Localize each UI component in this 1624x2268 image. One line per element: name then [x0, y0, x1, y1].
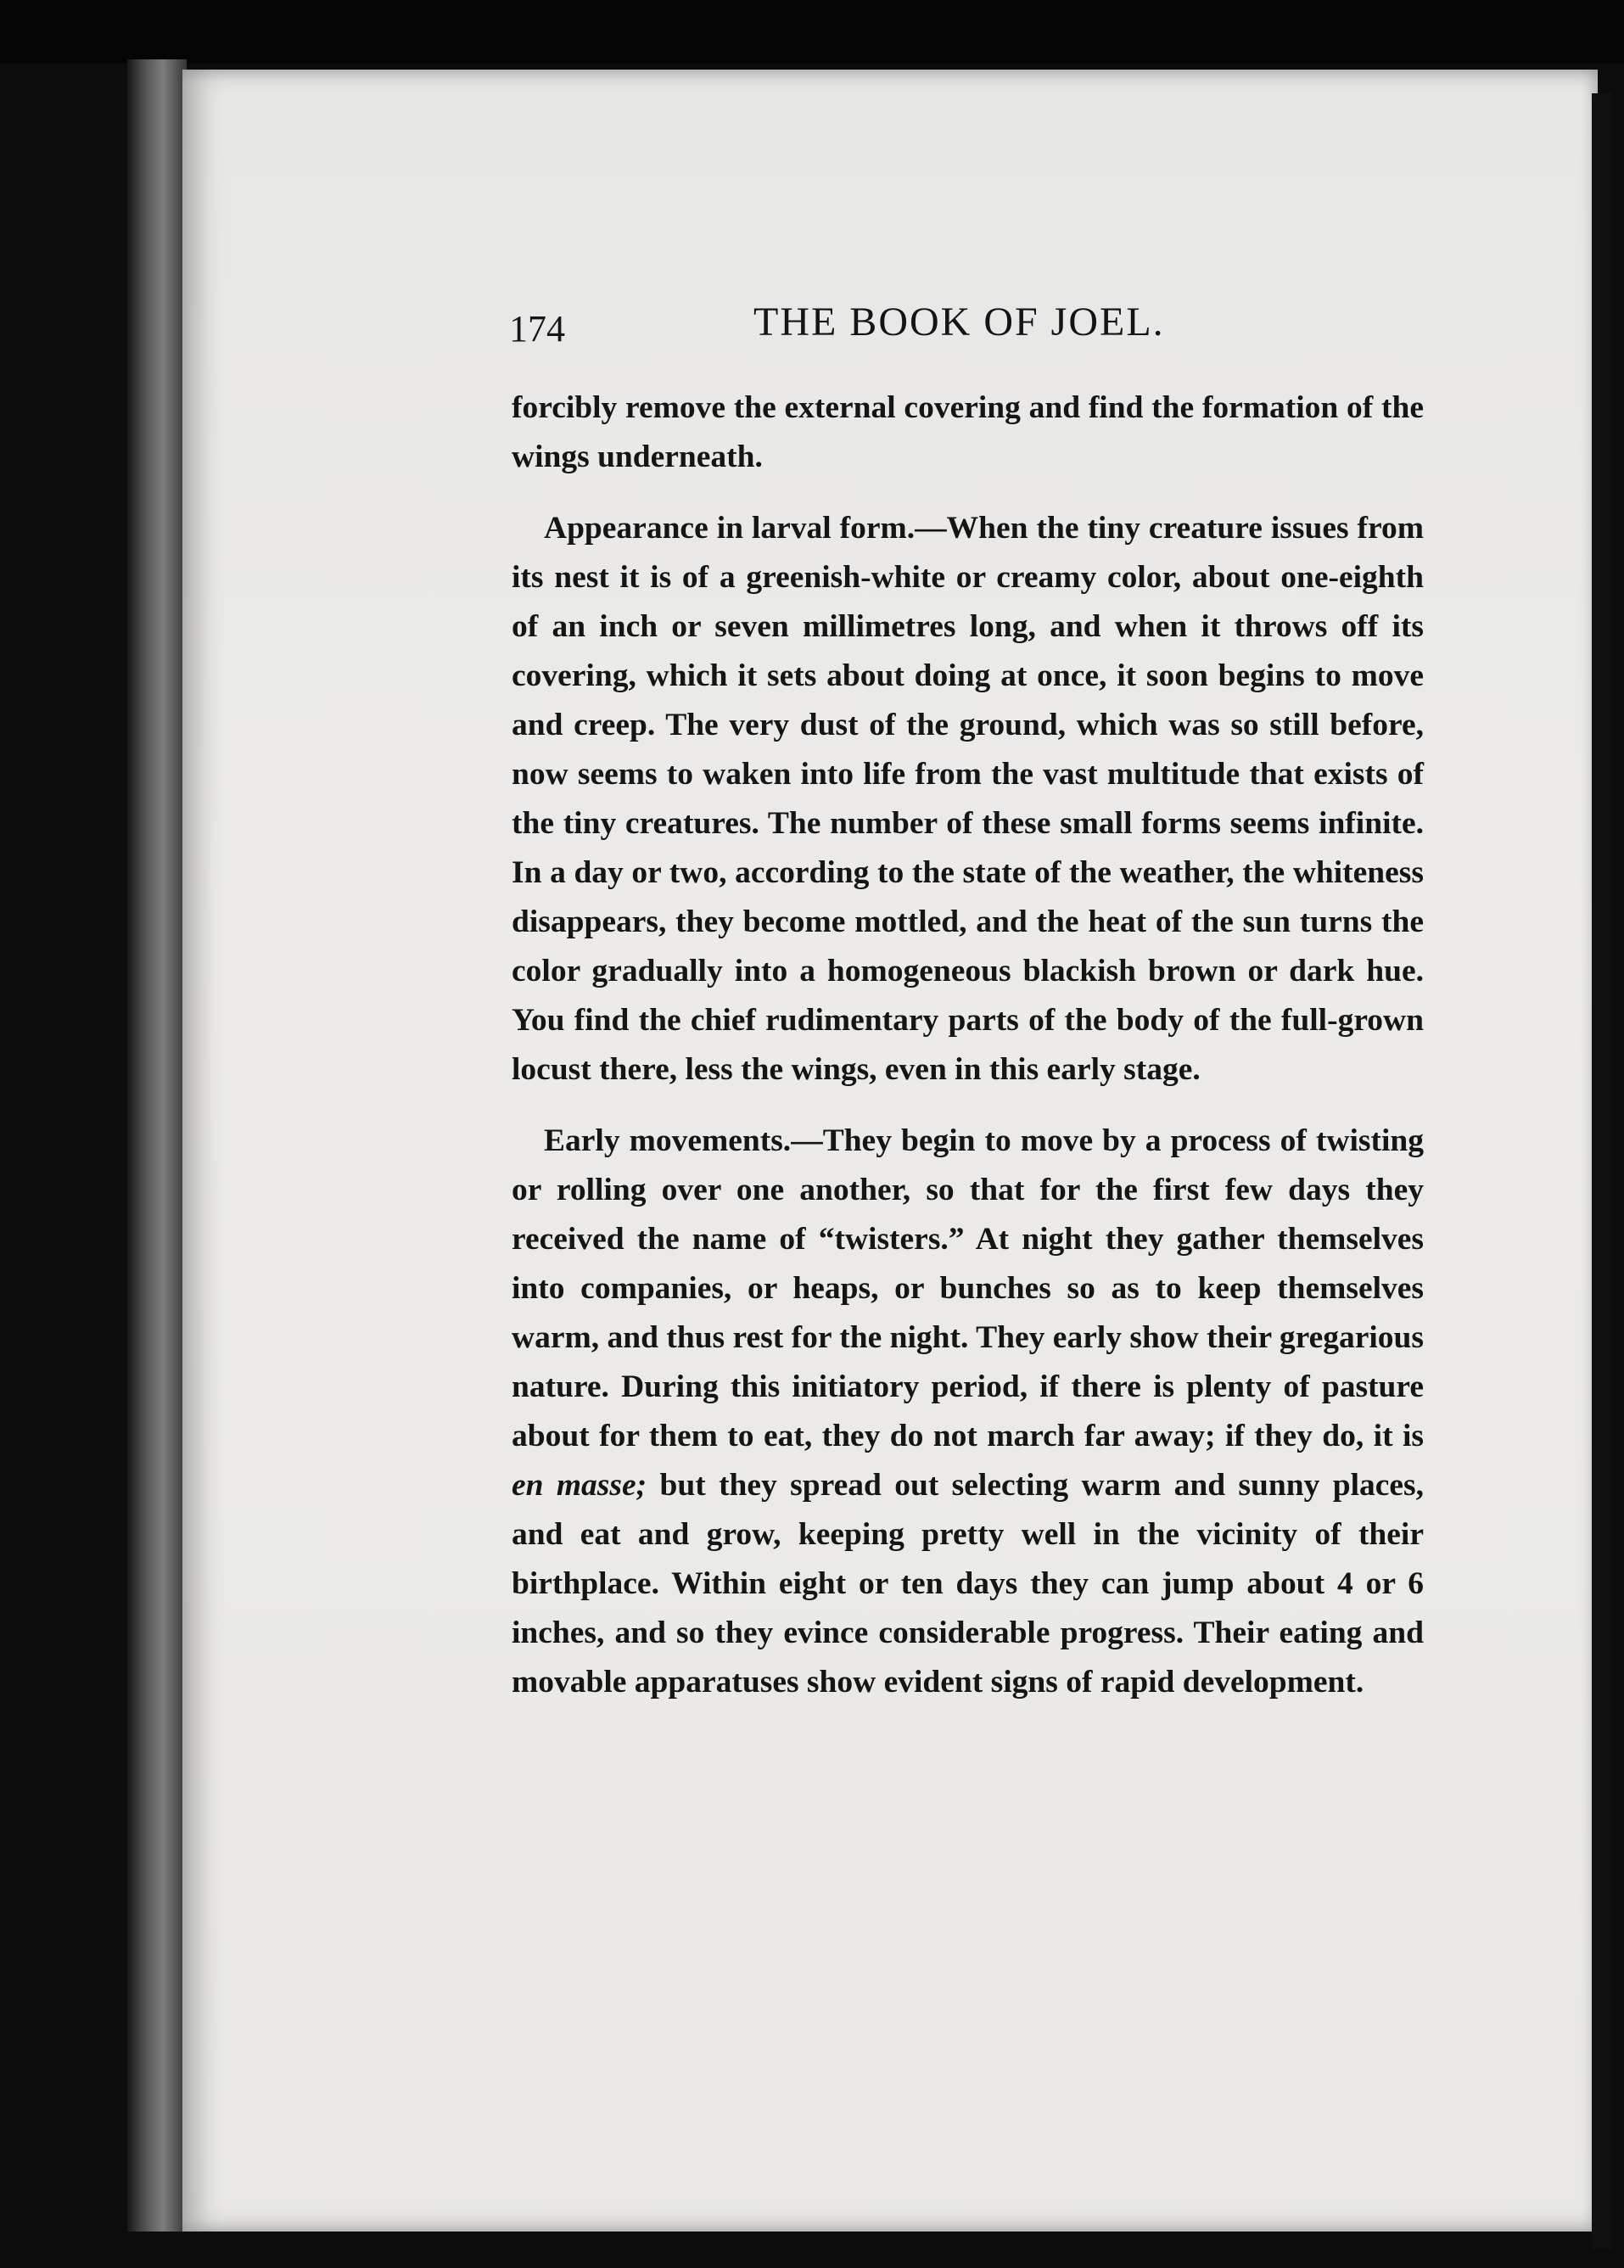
book-binding-edge	[127, 59, 187, 2232]
paragraph-early-movements	[512, 1117, 1424, 1707]
paragraph-text-early-movements-part2: but they spread out selecting warm and sunny places, and eat and grow, keeping pretty well in the vicinity of their birthplace. Within eight or ten days they can jump about 4 or 6 inches, and so they evince considerable progress. Their eating and movable apparatuses show evident signs of rapid development.	[512, 1468, 1424, 1700]
page-number: 174	[509, 308, 565, 350]
body-text	[512, 384, 1424, 1707]
paragraph-larval-form	[512, 504, 1424, 1095]
running-head-title: THE BOOK OF JOEL.	[753, 300, 1165, 344]
scan-right-border	[1592, 93, 1612, 2248]
paragraph-text-larval-form: —When the tiny creature issues from its nest it is of a greenish-white or creamy color, about one-eighth of an inch or seven millimetres long, and when it throws off its covering, which it sets about doing at once, it soon begins to move and creep. The very dust of the ground, which was so still before, now seems to waken into life from the vast multitude that exists of the tiny creatures. The number of these small forms seems infinite. In a day or two, according to the state of the weather, the whiteness disappears, they become mottled, and the heat of the sun turns the color gradually into a homogeneous blackish brown or dark hue. You find the chief rudimentary parts of the body of the full-grown locust there, less the wings, even in this early stage.	[512, 511, 1424, 1087]
scan-top-border	[0, 0, 1624, 64]
section-heading-early-movements: Early movements.	[544, 1123, 792, 1158]
paragraph-text-early-movements-part1: —They begin to move by a process of twisting or rolling over one another, so that for the first few days they received the name of “twisters.” At night they gather themselves into companies, or heaps, or bunches so as to keep themselves warm, and thus rest for the night. They early show their gregarious nature. During this initiatory period, if there is plenty of pasture about for them to eat, they do not march far away; if they do, it is	[512, 1123, 1424, 1453]
opening-paragraph: forcibly remove the external covering and find the formation of the wings underneath.	[512, 390, 1424, 474]
section-heading-larval-form: Appearance in larval form.	[544, 511, 916, 546]
italic-phrase-en-masse: en masse;	[512, 1468, 647, 1503]
